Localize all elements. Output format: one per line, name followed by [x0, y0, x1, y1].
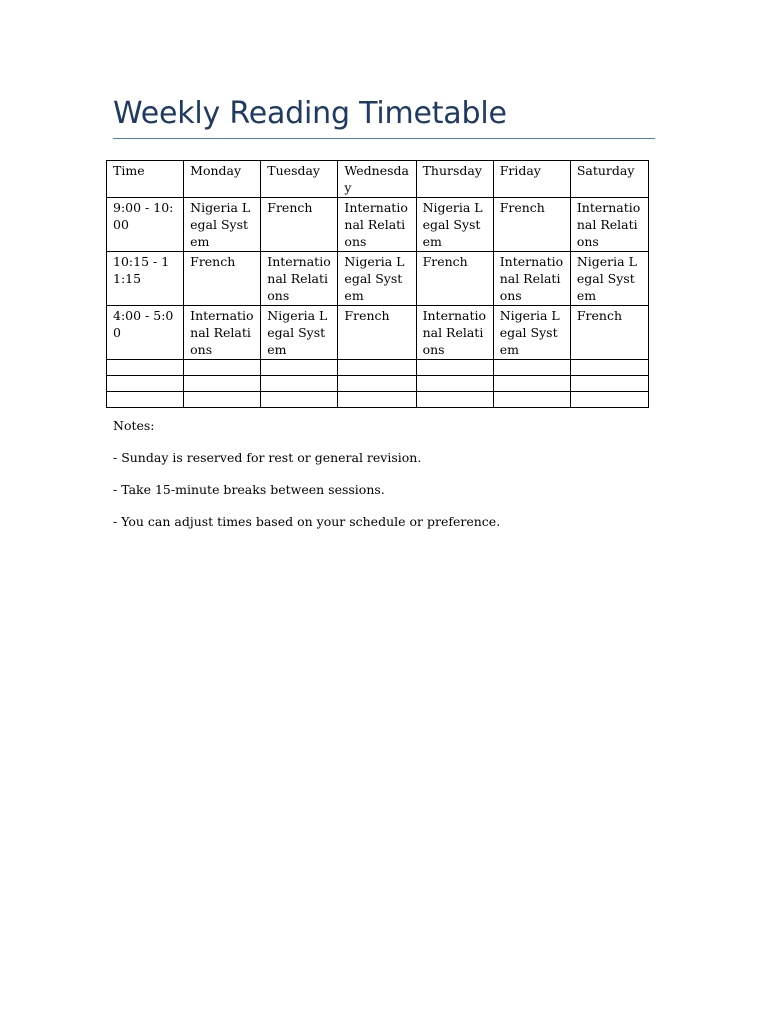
note-item: - Sunday is reserved for rest or general revision. — [113, 450, 422, 465]
table-header-row — [107, 161, 649, 198]
table-cell — [338, 376, 416, 392]
document-title: Weekly Reading Timetable — [113, 96, 507, 131]
table-cell — [184, 392, 261, 408]
table-cell — [107, 392, 184, 408]
table-cell: Nigeria Legal System — [493, 306, 570, 360]
table-cell — [338, 360, 416, 376]
table-cell: French — [338, 306, 416, 360]
table-cell — [570, 392, 648, 408]
table-cell — [416, 392, 493, 408]
header-cell-tuesday: Tuesday — [261, 161, 338, 198]
timetable-table — [106, 160, 649, 408]
table-cell: Nigeria Legal System — [261, 306, 338, 360]
table-cell: Nigeria Legal System — [570, 252, 648, 306]
table-cell — [107, 360, 184, 376]
document-page — [113, 94, 655, 529]
table-cell: French — [570, 306, 648, 360]
table-row — [107, 306, 649, 360]
table-cell: International Relations — [261, 252, 338, 306]
table-cell: International Relations — [184, 306, 261, 360]
table-cell — [493, 392, 570, 408]
table-cell — [338, 392, 416, 408]
table-cell: Nigeria Legal System — [416, 198, 493, 252]
table-cell: International Relations — [416, 306, 493, 360]
table-row-empty — [107, 376, 649, 392]
table-cell — [493, 376, 570, 392]
table-cell — [184, 360, 261, 376]
table-cell — [416, 376, 493, 392]
table-cell: International Relations — [338, 198, 416, 252]
table-cell: International Relations — [570, 198, 648, 252]
note-item: - You can adjust times based on your schedule or preference. — [113, 514, 501, 529]
table-cell: French — [416, 252, 493, 306]
table-row-empty — [107, 392, 649, 408]
table-row — [107, 252, 649, 306]
table-cell — [493, 360, 570, 376]
header-cell-time: Time — [107, 161, 184, 198]
table-row-empty — [107, 360, 649, 376]
header-cell-friday: Friday — [493, 161, 570, 198]
header-cell-monday: Monday — [184, 161, 261, 198]
notes-section — [113, 417, 673, 545]
table-cell: 9:00 - 10:00 — [107, 198, 184, 252]
notes-heading: Notes: — [113, 418, 155, 433]
title-underline — [113, 138, 655, 139]
table-cell: International Relations — [493, 252, 570, 306]
table-cell — [416, 360, 493, 376]
note-item: - Take 15-minute breaks between sessions. — [113, 482, 385, 497]
table-row — [107, 198, 649, 252]
table-cell: Nigeria Legal System — [184, 198, 261, 252]
header-cell-wednesday: Wednesday — [338, 161, 416, 198]
table-cell — [107, 376, 184, 392]
table-cell — [261, 392, 338, 408]
table-cell — [261, 376, 338, 392]
table-cell — [570, 360, 648, 376]
table-cell: French — [261, 198, 338, 252]
header-cell-thursday: Thursday — [416, 161, 493, 198]
table-cell: Nigeria Legal System — [338, 252, 416, 306]
table-cell — [261, 360, 338, 376]
header-cell-saturday: Saturday — [570, 161, 648, 198]
table-cell: 4:00 - 5:00 — [107, 306, 184, 360]
table-cell: French — [184, 252, 261, 306]
table-cell — [184, 376, 261, 392]
table-cell — [570, 376, 648, 392]
table-cell: 10:15 - 11:15 — [107, 252, 184, 306]
table-cell: French — [493, 198, 570, 252]
